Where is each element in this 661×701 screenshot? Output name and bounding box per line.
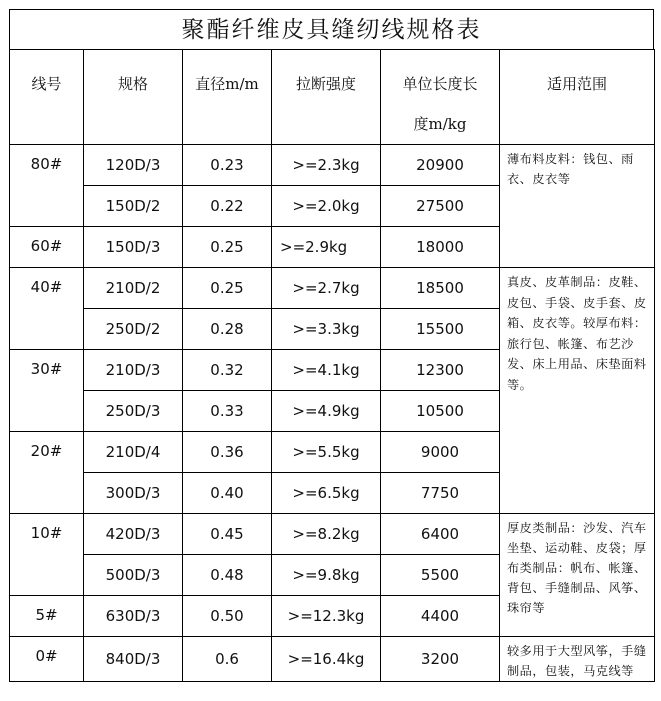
tensile-cell: >=4.9kg (272, 391, 381, 432)
header-thread-no: 线号 (10, 50, 84, 145)
diameter-cell: 0.22 (183, 186, 272, 227)
length-cell: 7750 (381, 473, 500, 514)
length-cell: 6400 (381, 514, 500, 555)
spec-cell: 210D/2 (84, 268, 183, 309)
spec-cell: 250D/2 (84, 309, 183, 350)
tensile-cell: >=3.3kg (272, 309, 381, 350)
tensile-cell: >=12.3kg (272, 596, 381, 637)
header-unit-length (381, 50, 500, 145)
tensile-cell: >=16.4kg (272, 637, 381, 682)
header-tensile: 拉断强度 (272, 50, 381, 145)
spec-cell: 210D/3 (84, 350, 183, 391)
spec-cell: 500D/3 (84, 555, 183, 596)
spec-cell: 630D/3 (84, 596, 183, 637)
thread-no-cell: 20# (10, 432, 84, 514)
table-row (10, 268, 655, 309)
thread-no-cell: 40# (10, 268, 84, 350)
thread-no-cell: 30# (10, 350, 84, 432)
table-title: 聚酯纤维皮具缝纫线规格表 (9, 9, 654, 49)
scope-cell: 较多用于大型风筝，手缝制品，包装，马克线等 (500, 637, 655, 682)
spec-cell: 250D/3 (84, 391, 183, 432)
spec-table-frame (9, 9, 654, 687)
spec-cell: 120D/3 (84, 145, 183, 186)
length-cell: 10500 (381, 391, 500, 432)
length-cell: 27500 (381, 186, 500, 227)
thread-no-cell: 60# (10, 227, 84, 268)
tensile-cell: >=2.0kg (272, 186, 381, 227)
spec-cell: 420D/3 (84, 514, 183, 555)
spec-cell: 840D/3 (84, 637, 183, 682)
thread-no-cell: 80# (10, 145, 84, 227)
length-cell: 18500 (381, 268, 500, 309)
tensile-cell: >=5.5kg (272, 432, 381, 473)
diameter-cell: 0.25 (183, 227, 272, 268)
diameter-cell: 0.40 (183, 473, 272, 514)
spec-cell: 210D/4 (84, 432, 183, 473)
tensile-cell: >=4.1kg (272, 350, 381, 391)
spec-cell: 300D/3 (84, 473, 183, 514)
length-cell: 12300 (381, 350, 500, 391)
scope-cell: 厚皮类制品：沙发、汽车坐垫、运动鞋、皮袋；厚布类制品：帆布、帐篷、背包、手缝制品、风筝、珠帘等 (500, 514, 655, 637)
header-scope: 适用范围 (500, 50, 655, 145)
header-unit-length-line1: 单位长度长 (402, 75, 478, 93)
thread-no-cell: 0# (10, 637, 84, 682)
diameter-cell: 0.6 (183, 637, 272, 682)
table-row (10, 514, 655, 555)
table-row (10, 145, 655, 186)
scope-cell: 薄布料皮料：钱包、雨衣、皮衣等 (500, 145, 655, 268)
tensile-cell: >=2.9kg (272, 227, 381, 268)
diameter-cell: 0.23 (183, 145, 272, 186)
tensile-cell: >=2.3kg (272, 145, 381, 186)
length-cell: 4400 (381, 596, 500, 637)
diameter-cell: 0.28 (183, 309, 272, 350)
tensile-cell: >=8.2kg (272, 514, 381, 555)
tensile-cell: >=9.8kg (272, 555, 381, 596)
length-cell: 3200 (381, 637, 500, 682)
scope-cell: 真皮、皮革制品：皮鞋、皮包、手袋、皮手套、皮箱、皮衣等。较厚布料：旅行包、帐篷、布艺沙发、床上用品、床垫面料等。 (500, 268, 655, 514)
spec-table (9, 49, 655, 682)
diameter-cell: 0.45 (183, 514, 272, 555)
length-cell: 5500 (381, 555, 500, 596)
tensile-cell: >=2.7kg (272, 268, 381, 309)
diameter-cell: 0.50 (183, 596, 272, 637)
length-cell: 18000 (381, 227, 500, 268)
diameter-cell: 0.33 (183, 391, 272, 432)
diameter-cell: 0.48 (183, 555, 272, 596)
diameter-cell: 0.25 (183, 268, 272, 309)
spec-cell: 150D/3 (84, 227, 183, 268)
diameter-cell: 0.32 (183, 350, 272, 391)
length-cell: 15500 (381, 309, 500, 350)
header-unit-length-line2: 度m/kg (413, 115, 467, 133)
length-cell: 20900 (381, 145, 500, 186)
spec-cell: 150D/2 (84, 186, 183, 227)
header-spec: 规格 (84, 50, 183, 145)
header-row (10, 50, 655, 145)
table-row (10, 637, 655, 682)
thread-no-cell: 5# (10, 596, 84, 637)
tensile-cell: >=6.5kg (272, 473, 381, 514)
thread-no-cell: 10# (10, 514, 84, 596)
diameter-cell: 0.36 (183, 432, 272, 473)
header-diameter: 直径m/m (183, 50, 272, 145)
length-cell: 9000 (381, 432, 500, 473)
